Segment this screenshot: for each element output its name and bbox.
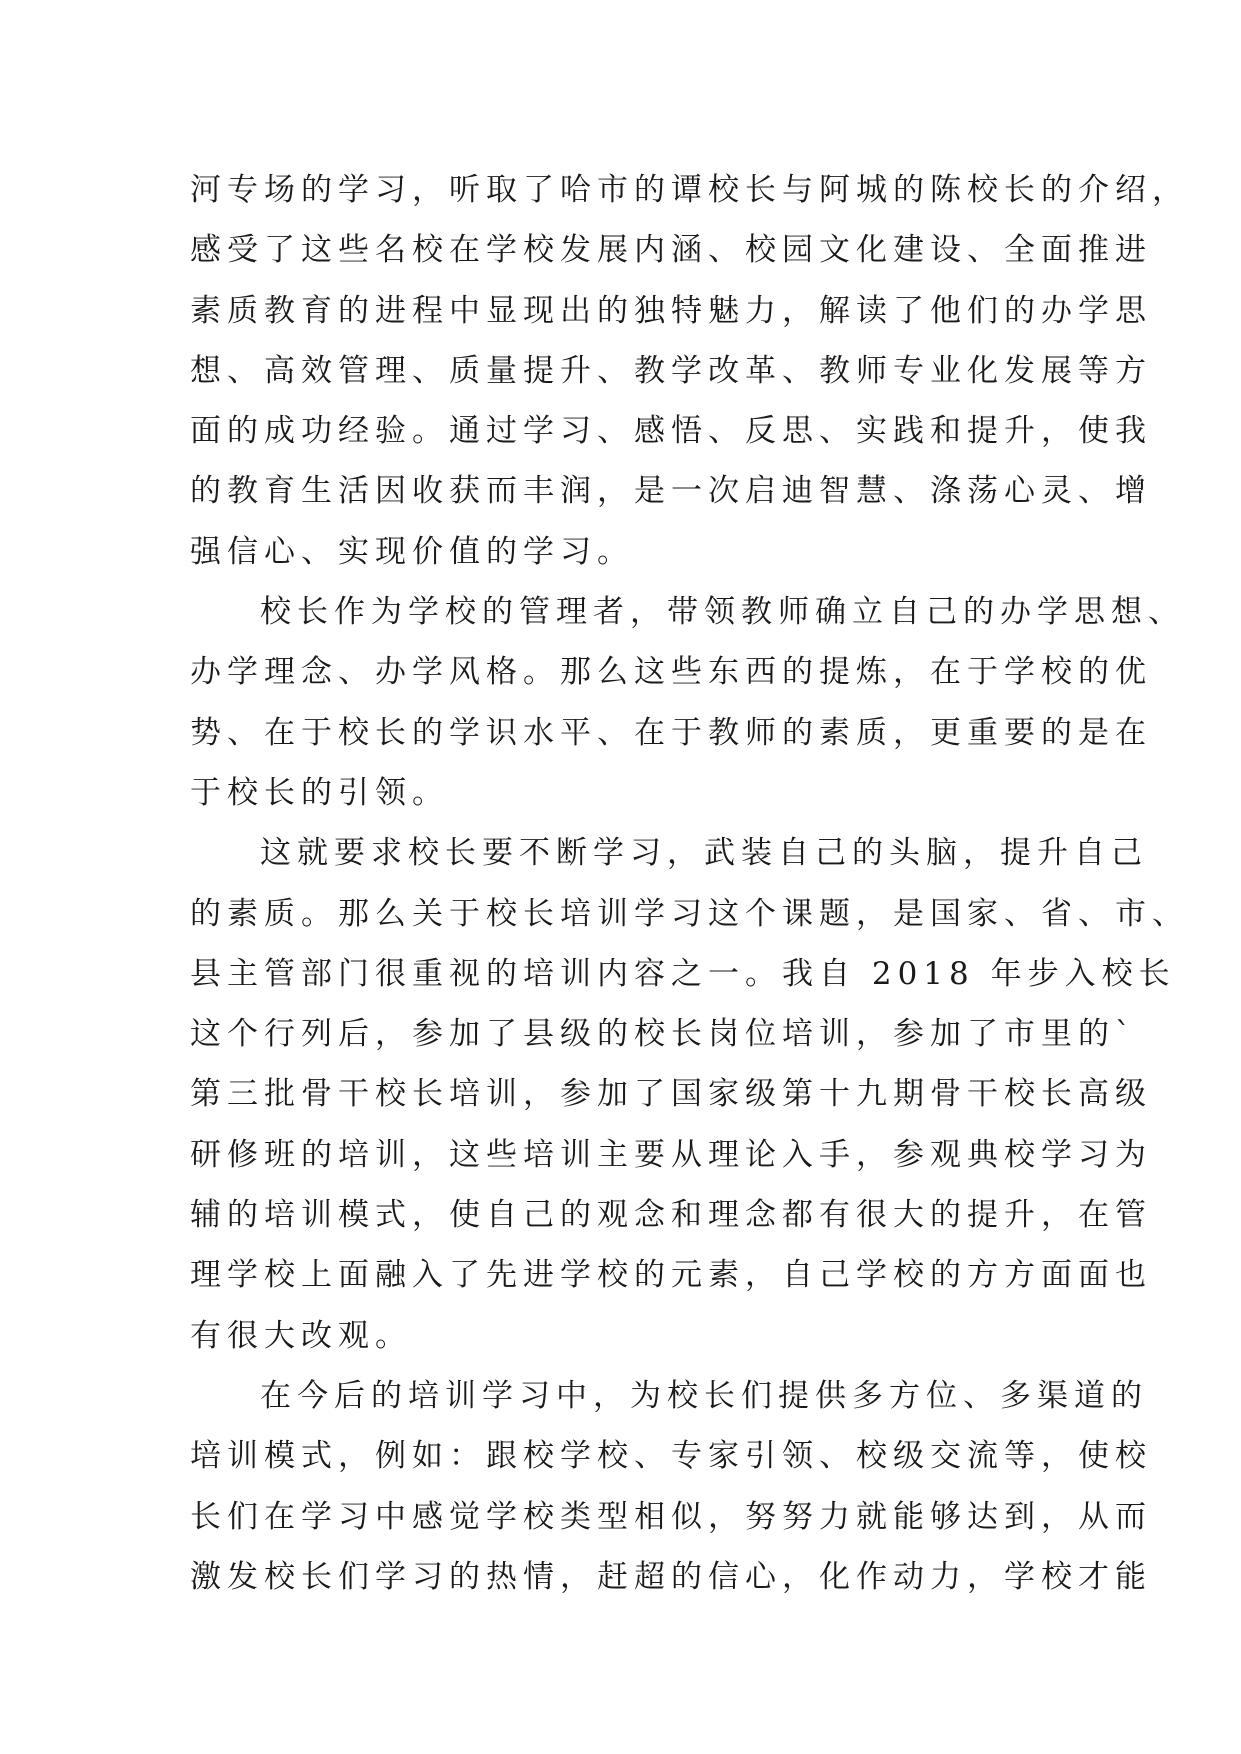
paragraph-first-line: 这就要求校长要不断学习，武装自己的头脑，提升自己: [260, 835, 1148, 872]
text-line: 素质教育的进程中显现出的独特魅力，解读了他们的办学思: [190, 292, 1152, 329]
text-line: 这个行列后，参加了县级的校长岗位培训，参加了市里的`: [190, 1016, 1137, 1053]
document-body: [190, 160, 1189, 1607]
text-line: 有很大改观。: [190, 1317, 412, 1354]
text-line: 河专场的学习，听取了哈市的谭校长与阿城的陈校长的介绍，: [190, 172, 1189, 208]
text-line: 研修班的培训，这些培训主要从理论入手，参观典校学习为: [190, 1136, 1152, 1173]
text-line: 理学校上面融入了先进学校的元素，自己学校的方方面面也: [190, 1257, 1152, 1294]
text-line: 的素质。那么关于校长培训学习这个课题，是国家、省、市、: [190, 895, 1189, 932]
text-line: 长们在学习中感觉学校类型相似，努努力就能够达到，从而: [190, 1498, 1152, 1535]
text-line: 势、在于校长的学识水平、在于教师的素质，更重要的是在: [190, 714, 1152, 751]
paragraph-first-line: 校长作为学校的管理者，带领教师确立自己的办学思想、: [260, 594, 1185, 631]
text-line: 培训模式，例如：跟校学校、专家引领、校级交流等，使校: [190, 1438, 1152, 1475]
text-line: 县主管部门很重视的培训内容之一。我自 2018 年步入校长: [190, 955, 1176, 992]
text-line: 的教育生活因收获而丰润，是一次启迪智慧、涤荡心灵、增: [190, 473, 1152, 510]
text-line: 强信心、实现价值的学习。: [190, 533, 634, 570]
text-line: 感受了这些名校在学校发展内涵、校园文化建设、全面推进: [190, 232, 1152, 269]
text-line: 辅的培训模式，使自己的观念和理念都有很大的提升，在管: [190, 1197, 1152, 1234]
text-line: 第三批骨干校长培训，参加了国家级第十九期骨干校长高级: [190, 1076, 1152, 1113]
text-line: 面的成功经验。通过学习、感悟、反思、实践和提升，使我: [190, 413, 1152, 450]
paragraph-first-line: 在今后的培训学习中，为校长们提供多方位、多渠道的: [260, 1377, 1148, 1414]
text-line: 激发校长们学习的热情，赶超的信心，化作动力，学校才能: [190, 1558, 1152, 1595]
text-line: 于校长的引领。: [190, 774, 449, 811]
text-line: 办学理念、办学风格。那么这些东西的提炼，在于学校的优: [190, 654, 1152, 691]
text-line: 想、高效管理、质量提升、教学改革、教师专业化发展等方: [190, 352, 1152, 389]
